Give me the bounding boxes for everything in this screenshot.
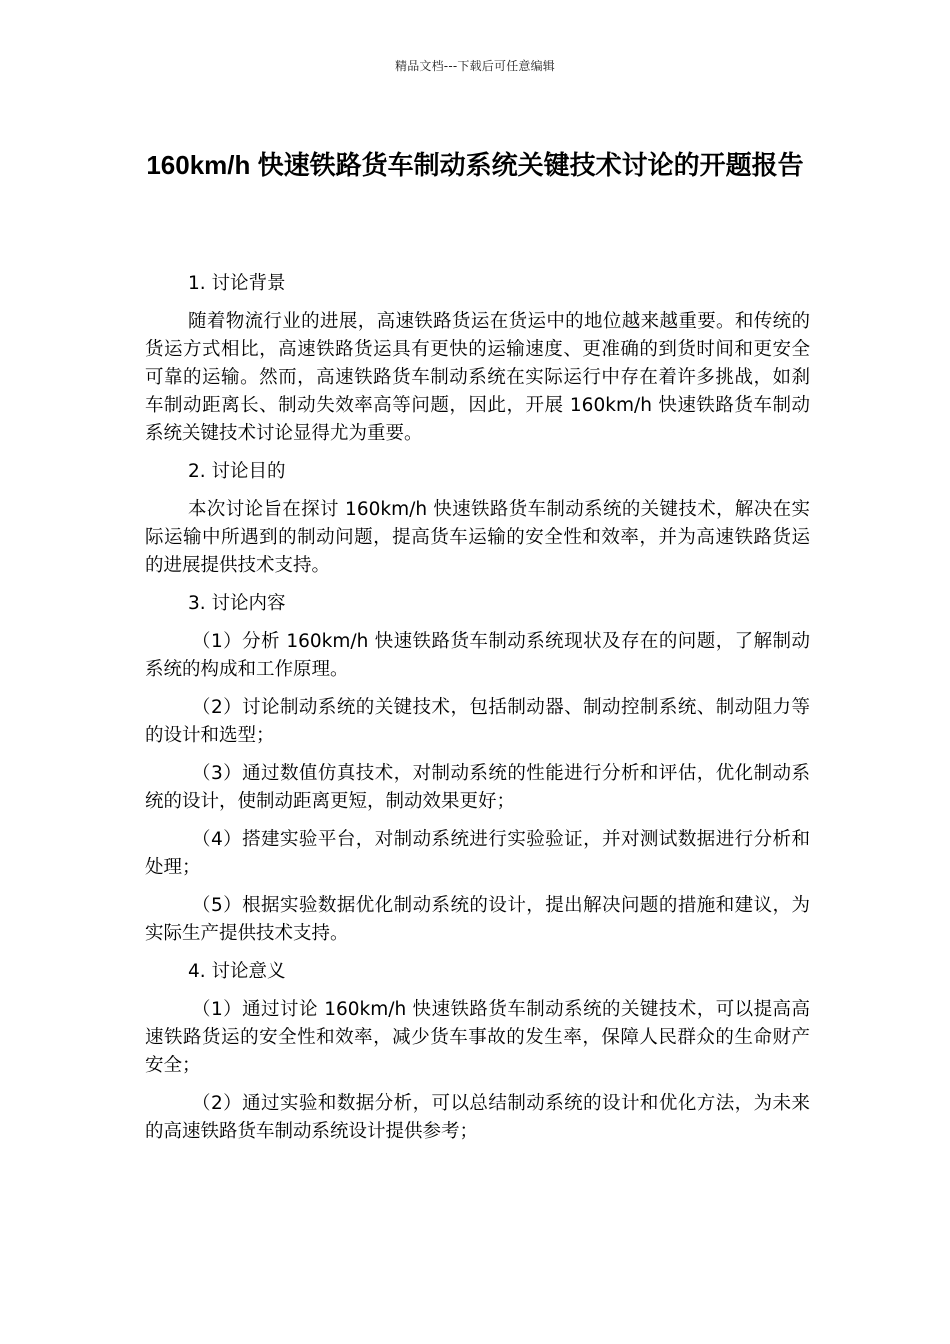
section-heading-significance: 4. 讨论意义 xyxy=(188,961,286,982)
section-heading-purpose: 2. 讨论目的 xyxy=(188,461,286,482)
list-item: （2）讨论制动系统的关键技术，包括制动器、制动控制系统、制动阻力等的设计和选型； xyxy=(145,697,810,746)
list-item: （1）分析 160km/h 快速铁路货车制动系统现状及存在的问题，了解制动系统的构成和工作原理。 xyxy=(145,631,810,680)
list-item: （1）通过讨论 160km/h 快速铁路货车制动系统的关键技术，可以提高高速铁路货运的安全性和效率，减少货车事故的发生率，保障人民群众的生命财产安全； xyxy=(145,999,810,1076)
list-item: （4）搭建实验平台，对制动系统进行实验验证，并对测试数据进行分析和处理； xyxy=(145,829,810,878)
list-item: （2）通过实验和数据分析，可以总结制动系统的设计和优化方法，为未来的高速铁路货车制动系统设计提供参考； xyxy=(145,1093,810,1142)
section-paragraph: 本次讨论旨在探讨 160km/h 快速铁路货车制动系统的关键技术，解决在实际运输中所遇到的制动问题，提高货车运输的安全性和效率，并为高速铁路货运的进展提供技术支持。 xyxy=(145,499,810,576)
document-title: 160km/h 快速铁路货车制动系统关键技术讨论的开题报告 xyxy=(146,150,804,180)
header-note: 精品文档---下载后可任意编辑 xyxy=(395,59,555,73)
list-item: （3）通过数值仿真技术，对制动系统的性能进行分析和评估，优化制动系统的设计，使制动距离更短，制动效果更好； xyxy=(145,763,810,812)
section-heading-background: 1. 讨论背景 xyxy=(188,273,286,294)
list-item: （5）根据实验数据优化制动系统的设计，提出解决问题的措施和建议，为实际生产提供技术支持。 xyxy=(145,895,810,944)
section-heading-content: 3. 讨论内容 xyxy=(188,593,286,614)
section-paragraph: 随着物流行业的进展，高速铁路货运在货运中的地位越来越重要。和传统的货运方式相比，高速铁路货运具有更快的运输速度、更准确的到货时间和更安全可靠的运输。然而，高速铁路货车制动系统在实际运行中存在着许多挑战，如刹车制动距离长、制动失效率高等问题，因此，开展 160km/h 快速铁路货车制动系统关键技术讨论显得尤为重要。 xyxy=(145,311,810,444)
document-body xyxy=(145,270,810,1156)
